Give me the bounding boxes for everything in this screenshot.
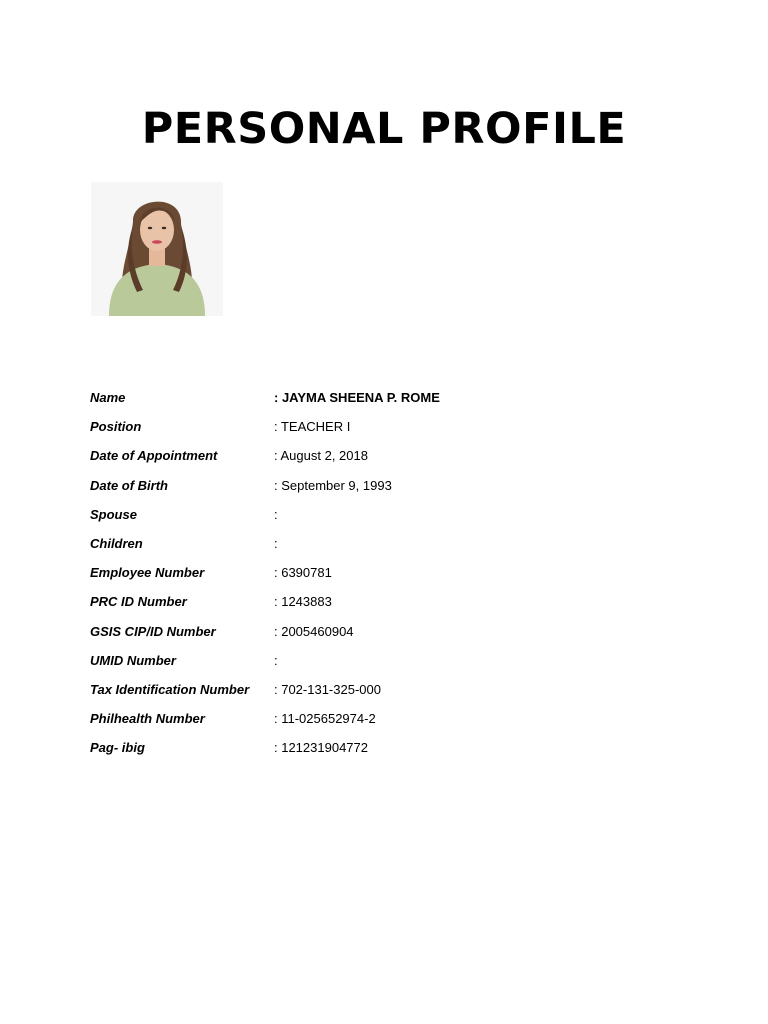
field-label: Name bbox=[90, 390, 126, 405]
field-label: Date of Birth bbox=[90, 477, 168, 493]
field-row-prc-id-number bbox=[90, 592, 690, 621]
field-value: : 702-131-325-000 bbox=[274, 681, 381, 697]
field-row-gsis-number bbox=[90, 622, 690, 651]
field-row-name bbox=[90, 388, 690, 417]
field-row-position bbox=[90, 417, 690, 446]
field-label: Pag- ibig bbox=[90, 740, 145, 756]
field-label: Philhealth Number bbox=[90, 711, 205, 727]
field-label: UMID Number bbox=[90, 652, 176, 668]
page-title: PERSONAL PROFILE bbox=[141, 104, 627, 154]
profile-photo-image bbox=[91, 182, 223, 316]
field-value: : 1243883 bbox=[274, 594, 332, 610]
field-value: : JAYMA SHEENA P. ROME bbox=[274, 390, 440, 405]
field-value: : bbox=[274, 652, 278, 668]
field-row-umid-number bbox=[90, 651, 690, 680]
field-row-date-of-appointment bbox=[90, 446, 690, 475]
field-label: Spouse bbox=[90, 506, 137, 522]
field-value: : bbox=[274, 506, 278, 522]
field-row-date-of-birth bbox=[90, 476, 690, 505]
field-row-pag-ibig bbox=[90, 738, 690, 767]
field-label: Children bbox=[90, 535, 143, 551]
field-row-philhealth-number bbox=[90, 709, 690, 738]
field-value: : 121231904772 bbox=[274, 740, 368, 756]
field-row-employee-number bbox=[90, 563, 690, 592]
field-label: PRC ID Number bbox=[90, 594, 187, 610]
field-label: Position bbox=[90, 419, 142, 435]
field-value: : 6390781 bbox=[274, 565, 332, 581]
field-row-spouse bbox=[90, 505, 690, 534]
field-row-children bbox=[90, 534, 690, 563]
profile-fields bbox=[90, 388, 690, 767]
field-value: : September 9, 1993 bbox=[274, 477, 392, 493]
profile-photo bbox=[91, 182, 223, 316]
field-value: : 11-025652974-2 bbox=[274, 711, 376, 727]
field-value: : TEACHER I bbox=[274, 419, 351, 435]
field-label: GSIS CIP/ID Number bbox=[90, 623, 216, 639]
field-row-tax-identification-number bbox=[90, 680, 690, 709]
field-value: : bbox=[274, 535, 278, 551]
field-value: : August 2, 2018 bbox=[274, 448, 368, 464]
field-label: Tax Identification Number bbox=[90, 681, 250, 697]
field-label: Date of Appointment bbox=[90, 448, 218, 464]
field-value: : 2005460904 bbox=[274, 623, 354, 639]
field-label: Employee Number bbox=[90, 565, 205, 581]
